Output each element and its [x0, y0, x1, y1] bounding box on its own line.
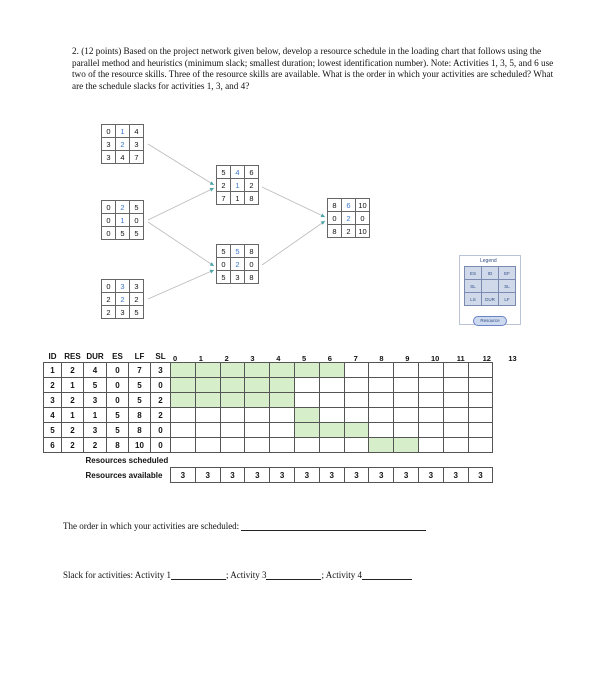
table-cell: 2 [62, 423, 84, 438]
legend-cell: DUR [482, 293, 499, 306]
time-slot-header [418, 350, 443, 363]
node-cell: 5 [217, 166, 231, 179]
resources-available-cell: 3 [195, 468, 220, 483]
table-row [44, 408, 493, 423]
time-label: 7 [353, 354, 358, 363]
table-cell: 2 [62, 393, 84, 408]
node-cell: 5 [130, 227, 144, 240]
resources-scheduled-cell[interactable] [245, 453, 270, 468]
table-row [44, 438, 493, 453]
table-cell: 8 [107, 438, 129, 453]
schedule-cell[interactable] [319, 378, 344, 393]
time-label: 3 [250, 354, 255, 363]
resources-scheduled-cell[interactable] [468, 453, 493, 468]
schedule-cell[interactable] [171, 393, 196, 408]
table-cell: 2 [151, 408, 171, 423]
schedule-cell[interactable] [270, 423, 295, 438]
schedule-cell[interactable] [171, 408, 196, 423]
node-cell: 2 [130, 293, 144, 306]
node-cell: 2 [116, 293, 130, 306]
table-cell: 2 [62, 438, 84, 453]
resources-scheduled-cell[interactable] [294, 453, 319, 468]
node-cell: 2 [342, 225, 356, 238]
time-label: 1 [198, 354, 203, 363]
table-cell: 10 [129, 438, 151, 453]
legend-cell: SL [465, 280, 482, 293]
schedule-cell[interactable] [394, 378, 419, 393]
schedule-cell[interactable] [245, 438, 270, 453]
table-cell: 3 [84, 393, 107, 408]
node-cell: 5 [130, 306, 144, 319]
time-label: 10 [431, 354, 440, 363]
resources-scheduled-cell[interactable] [220, 453, 245, 468]
node-cell: 0 [102, 214, 116, 227]
schedule-cell[interactable] [369, 363, 394, 378]
slack-label-3: ; Activity 3 [225, 570, 267, 580]
slack-label-4: ; Activity 4 [321, 570, 362, 580]
schedule-cell[interactable] [394, 408, 419, 423]
node-cell: 4 [116, 151, 130, 164]
schedule-cell[interactable] [294, 423, 319, 438]
schedule-cell[interactable] [171, 423, 196, 438]
node-cell: 0 [102, 280, 116, 293]
schedule-cell[interactable] [344, 408, 369, 423]
resources-available-cell: 3 [245, 468, 270, 483]
schedule-cell[interactable] [245, 363, 270, 378]
node-cell: 0 [328, 212, 342, 225]
schedule-cell[interactable] [468, 423, 493, 438]
table-cell: 2 [44, 378, 62, 393]
node-cell: 3 [231, 271, 245, 284]
schedule-cell[interactable] [195, 363, 220, 378]
time-label: 9 [405, 354, 410, 363]
resources-scheduled-cell[interactable] [171, 453, 196, 468]
node-cell: 2 [231, 258, 245, 271]
table-cell: 7 [129, 363, 151, 378]
legend [459, 255, 521, 325]
table-cell: 4 [44, 408, 62, 423]
resources-available-cell: 3 [468, 468, 493, 483]
node-cell: 2 [102, 293, 116, 306]
order-question [63, 521, 426, 531]
legend-cell: LS [465, 293, 482, 306]
schedule-cell[interactable] [270, 393, 295, 408]
loading-chart [43, 350, 493, 483]
table-cell: 4 [84, 363, 107, 378]
table-row [44, 393, 493, 408]
resources-available-cell: 3 [394, 468, 419, 483]
slack-answer-1[interactable] [171, 570, 226, 580]
schedule-cell[interactable] [220, 438, 245, 453]
schedule-cell[interactable] [195, 378, 220, 393]
schedule-cell[interactable] [418, 423, 443, 438]
node-cell: 5 [217, 271, 231, 284]
schedule-cell[interactable] [418, 393, 443, 408]
order-answer-line[interactable] [241, 521, 426, 531]
schedule-cell[interactable] [443, 423, 468, 438]
schedule-cell[interactable] [220, 408, 245, 423]
legend-cell [482, 280, 499, 293]
schedule-cell[interactable] [220, 363, 245, 378]
node-cell: 0 [102, 201, 116, 214]
time-slot-header [195, 350, 220, 363]
schedule-cell[interactable] [418, 438, 443, 453]
node-cell: 5 [217, 245, 231, 258]
schedule-cell[interactable] [369, 378, 394, 393]
column-header: ES [112, 351, 123, 361]
table-cell: 5 [107, 408, 129, 423]
schedule-cell[interactable] [319, 423, 344, 438]
time-label: 6 [327, 354, 332, 363]
table-cell: 1 [44, 363, 62, 378]
schedule-cell[interactable] [270, 378, 295, 393]
node-cell: 8 [245, 245, 259, 258]
resources-scheduled-cell[interactable] [344, 453, 369, 468]
node-cell: 3 [116, 306, 130, 319]
slack-question [63, 570, 412, 580]
node-cell: 8 [245, 271, 259, 284]
schedule-cell[interactable] [344, 423, 369, 438]
schedule-cell[interactable] [319, 408, 344, 423]
table-cell: 0 [107, 378, 129, 393]
schedule-cell[interactable] [443, 393, 468, 408]
resources-available-cell: 3 [369, 468, 394, 483]
table-cell: 3 [151, 363, 171, 378]
table-cell: 1 [62, 378, 84, 393]
schedule-cell[interactable] [443, 408, 468, 423]
schedule-cell[interactable] [369, 408, 394, 423]
legend-cell: ES [465, 267, 482, 280]
table-row [44, 423, 493, 438]
table-cell: 2 [151, 393, 171, 408]
resources-available-cell: 3 [319, 468, 344, 483]
resources-available-cell: 3 [220, 468, 245, 483]
node-cell: 8 [328, 199, 342, 212]
time-slot-header [220, 350, 245, 363]
resources-scheduled-cell[interactable] [270, 453, 295, 468]
node-cell: 4 [231, 166, 245, 179]
schedule-cell[interactable] [418, 378, 443, 393]
node-cell: 3 [130, 280, 144, 293]
legend-resource: Resource [473, 316, 507, 326]
schedule-cell[interactable] [394, 423, 419, 438]
node-cell: 0 [245, 258, 259, 271]
node-cell: 8 [245, 192, 259, 205]
schedule-cell[interactable] [319, 438, 344, 453]
resources-scheduled-cell[interactable] [369, 453, 394, 468]
node-cell: 2 [116, 138, 130, 151]
resources-scheduled-cell[interactable] [418, 453, 443, 468]
node-cell: 5 [231, 245, 245, 258]
resources-available-cell: 3 [270, 468, 295, 483]
schedule-cell[interactable] [344, 378, 369, 393]
resources-available-cell: 3 [294, 468, 319, 483]
node-cell: 0 [356, 212, 370, 225]
slack-label-1: Slack for activities: Activity 1 [63, 570, 171, 580]
node-cell: 2 [217, 179, 231, 192]
node-cell: 3 [130, 138, 144, 151]
schedule-cell[interactable] [294, 393, 319, 408]
time-slot-header [245, 350, 270, 363]
node-cell: 1 [231, 179, 245, 192]
time-label: 8 [379, 354, 384, 363]
resources-available-label: Resources available [85, 470, 163, 480]
time-label: 0 [173, 354, 178, 363]
node-cell: 0 [102, 125, 116, 138]
node-cell: 4 [130, 125, 144, 138]
node-cell: 5 [130, 201, 144, 214]
schedule-cell[interactable] [468, 378, 493, 393]
node-cell: 0 [217, 258, 231, 271]
schedule-cell[interactable] [394, 393, 419, 408]
schedule-cell[interactable] [394, 438, 419, 453]
table-cell: 0 [107, 363, 129, 378]
order-label: The order in which your activities are scheduled: [63, 521, 240, 531]
schedule-cell[interactable] [171, 438, 196, 453]
time-label: 2 [224, 354, 229, 363]
schedule-cell[interactable] [319, 363, 344, 378]
legend-title: Legend [480, 258, 497, 264]
time-label: 5 [302, 354, 307, 363]
resources-scheduled-cell[interactable] [195, 453, 220, 468]
schedule-cell[interactable] [394, 363, 419, 378]
schedule-cell[interactable] [171, 378, 196, 393]
schedule-cell[interactable] [245, 378, 270, 393]
schedule-cell[interactable] [443, 438, 468, 453]
schedule-cell[interactable] [468, 438, 493, 453]
slack-answer-4[interactable] [362, 570, 412, 580]
node-cell: 2 [245, 179, 259, 192]
table-row [44, 378, 493, 393]
legend-cell: LF [499, 293, 516, 306]
schedule-cell[interactable] [344, 438, 369, 453]
node-cell: 1 [116, 125, 130, 138]
schedule-cell[interactable] [294, 363, 319, 378]
node-cell: 6 [245, 166, 259, 179]
table-cell: 8 [129, 423, 151, 438]
schedule-cell[interactable] [468, 363, 493, 378]
time-label: 12 [482, 354, 491, 363]
table-cell: 8 [129, 408, 151, 423]
column-header: LF [134, 351, 145, 361]
time-slot-header [319, 350, 344, 363]
table-cell: 0 [151, 423, 171, 438]
node-cell: 7 [217, 192, 231, 205]
node-cell: 2 [116, 201, 130, 214]
schedule-cell[interactable] [418, 363, 443, 378]
node-cell: 2 [102, 306, 116, 319]
time-slot-header [171, 350, 196, 363]
node-cell: 3 [102, 151, 116, 164]
node-cell: 2 [342, 212, 356, 225]
node-cell: 10 [356, 225, 370, 238]
column-header: SL [155, 351, 166, 361]
node-cell: 0 [102, 227, 116, 240]
schedule-cell[interactable] [270, 363, 295, 378]
node-cell: 0 [130, 214, 144, 227]
schedule-cell[interactable] [369, 438, 394, 453]
schedule-cell[interactable] [294, 408, 319, 423]
resources-scheduled-cell[interactable] [394, 453, 419, 468]
schedule-cell[interactable] [468, 408, 493, 423]
schedule-cell[interactable] [369, 393, 394, 408]
legend-node [464, 266, 516, 306]
resources-available-cell: 3 [171, 468, 196, 483]
resources-available-cell: 3 [443, 468, 468, 483]
resources-available-cell: 3 [344, 468, 369, 483]
schedule-cell[interactable] [468, 393, 493, 408]
time-slot-header [369, 350, 394, 363]
time-slot-header [344, 350, 369, 363]
schedule-cell[interactable] [220, 378, 245, 393]
table-cell: 0 [151, 438, 171, 453]
schedule-cell[interactable] [294, 378, 319, 393]
time-slot-header [394, 350, 419, 363]
time-slot-header [294, 350, 319, 363]
schedule-cell[interactable] [195, 438, 220, 453]
question-text: 2. (12 points) Based on the project network given below, develop a resource schedule in the loading chart that follows using the parallel method and heuristics (minimum slack; smallest duration; lowest identification number). Note: Activities 1, 3, 5, and 6 use two of the resource skills. Three of the resource skills are available. What is the order in which your activities are scheduled? What are the schedule slacks for activities 1, 3, and 4? [72, 46, 554, 91]
column-header: RES [64, 351, 81, 361]
schedule-cell[interactable] [245, 393, 270, 408]
time-label: 11 [456, 354, 465, 363]
table-cell: 0 [151, 378, 171, 393]
table-cell: 0 [107, 393, 129, 408]
slack-answer-3[interactable] [266, 570, 321, 580]
node-cell: 3 [116, 280, 130, 293]
schedule-cell[interactable] [270, 408, 295, 423]
table-cell: 3 [84, 423, 107, 438]
column-header: DUR [86, 351, 104, 361]
time-slot-header [270, 350, 295, 363]
schedule-cell[interactable] [443, 378, 468, 393]
schedule-cell[interactable] [344, 393, 369, 408]
schedule-cell[interactable] [195, 423, 220, 438]
resources-available-cell: 3 [418, 468, 443, 483]
node-cell: 1 [231, 192, 245, 205]
schedule-cell[interactable] [369, 423, 394, 438]
schedule-cell[interactable] [294, 438, 319, 453]
schedule-cell[interactable] [220, 423, 245, 438]
table-cell: 5 [84, 378, 107, 393]
table-cell: 1 [62, 408, 84, 423]
table-cell: 6 [44, 438, 62, 453]
schedule-cell[interactable] [443, 363, 468, 378]
node-cell: 8 [328, 225, 342, 238]
legend-cell: SL [499, 280, 516, 293]
node-cell: 5 [116, 227, 130, 240]
time-slot-header [468, 350, 493, 363]
schedule-cell[interactable] [195, 408, 220, 423]
resources-scheduled-label: Resources scheduled [85, 455, 169, 465]
schedule-cell[interactable] [319, 393, 344, 408]
table-cell: 1 [84, 408, 107, 423]
schedule-cell[interactable] [344, 363, 369, 378]
schedule-cell[interactable] [171, 363, 196, 378]
node-cell: 3 [102, 138, 116, 151]
schedule-cell[interactable] [195, 393, 220, 408]
time-label: 4 [276, 354, 281, 363]
table-cell: 5 [107, 423, 129, 438]
table-cell: 2 [84, 438, 107, 453]
schedule-cell[interactable] [220, 393, 245, 408]
schedule-cell[interactable] [270, 438, 295, 453]
column-header: ID [48, 351, 57, 361]
table-cell: 5 [129, 393, 151, 408]
schedule-cell[interactable] [245, 408, 270, 423]
table-cell: 5 [129, 378, 151, 393]
table-cell: 2 [62, 363, 84, 378]
node-cell: 1 [116, 214, 130, 227]
legend-cell: EF [499, 267, 516, 280]
time-slot-header [443, 350, 468, 363]
node-cell: 10 [356, 199, 370, 212]
table-cell: 3 [44, 393, 62, 408]
table-row [44, 363, 493, 378]
time-label: 13 [508, 354, 517, 363]
schedule-cell[interactable] [418, 408, 443, 423]
table-cell: 5 [44, 423, 62, 438]
schedule-cell[interactable] [245, 423, 270, 438]
node-cell: 7 [130, 151, 144, 164]
legend-cell: ID [482, 267, 499, 280]
node-cell: 6 [342, 199, 356, 212]
resources-scheduled-cell[interactable] [319, 453, 344, 468]
resources-scheduled-cell[interactable] [443, 453, 468, 468]
